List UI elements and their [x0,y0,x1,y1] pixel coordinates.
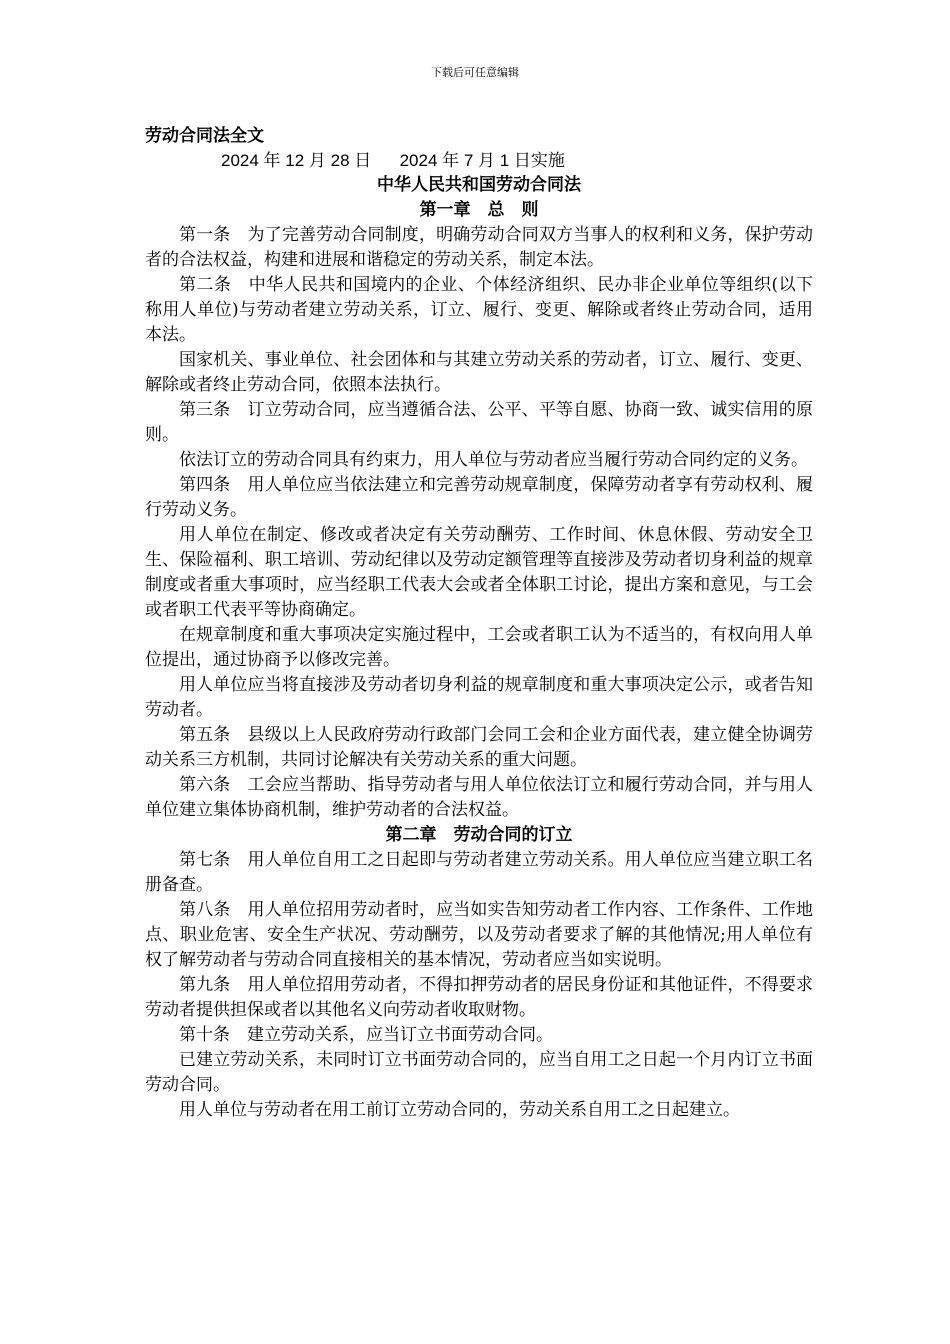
enactment-dates: 2024 年 12 月 28 日 2024 年 7 月 1 日实施 [221,151,565,170]
document-body [145,124,813,1123]
article-paragraph: 第一条 为了完善劳动合同制度，明确劳动合同双方当事人的权利和义务，保护劳动者的合法权益，构建和进展和谐稳定的劳动关系，制定本法。 [145,225,813,270]
article-paragraph: 第七条 用人单位自用工之日起即与劳动者建立劳动关系。用人单位应当建立职工名册备查。 [145,850,813,895]
article-paragraph: 第八条 用人单位招用劳动者时，应当如实告知劳动者工作内容、工作条件、工作地点、职业危害、安全生产状况、劳动酬劳，以及劳动者要求了解的其他情况;用人单位有权了解劳动者与劳动合同直接相关的基本情况，劳动者应当如实说明。 [145,900,813,970]
article-paragraph: 用人单位应当将直接涉及劳动者切身利益的规章制度和重大事项决定公示，或者告知劳动者。 [145,675,813,720]
document-title: 劳动合同法全文 [145,126,264,146]
article-paragraph: 第四条 用人单位应当依法建立和完善劳动规章制度，保障劳动者享有劳动权利、履行劳动义务。 [145,475,813,520]
article-paragraph: 依法订立的劳动合同具有约束力，用人单位与劳动者应当履行劳动合同约定的义务。 [179,450,808,470]
chapter-heading: 第一章 总 则 [419,200,539,220]
article-paragraph: 第九条 用人单位招用劳动者，不得扣押劳动者的居民身份证和其他证件，不得要求劳动者提供担保或者以其他名义向劳动者收取财物。 [145,975,813,1020]
article-paragraph: 第五条 县级以上人民政府劳动行政部门会同工会和企业方面代表，建立健全协调劳动关系三方机制，共同讨论解决有关劳动关系的重大问题。 [145,725,813,770]
article-paragraph: 第十条 建立劳动关系，应当订立书面劳动合同。 [179,1025,553,1045]
article-paragraph: 第三条 订立劳动合同，应当遵循合法、公平、平等自愿、协商一致、诚实信用的原则。 [145,400,813,445]
article-paragraph: 第二条 中华人民共和国境内的企业、个体经济组织、民办非企业单位等组织(以下称用人单位)与劳动者建立劳动关系，订立、履行、变更、解除或者终止劳动合同，适用本法。 [145,275,813,345]
chapter-heading: 第二章 劳动合同的订立 [385,825,573,845]
article-paragraph: 已建立劳动关系，未同时订立书面劳动合同的，应当自用工之日起一个月内订立书面劳动合同。 [145,1050,813,1095]
article-paragraph: 用人单位与劳动者在用工前订立劳动合同的，劳动关系自用工之日起建立。 [179,1100,740,1120]
article-paragraph: 第六条 工会应当帮助、指导劳动者与用人单位依法订立和履行劳动合同，并与用人单位建立集体协商机制，维护劳动者的合法权益。 [145,775,813,820]
article-paragraph: 国家机关、事业单位、社会团体和与其建立劳动关系的劳动者，订立、履行、变更、解除或者终止劳动合同，依照本法执行。 [145,350,813,395]
article-paragraph: 用人单位在制定、修改或者决定有关劳动酬劳、工作时间、休息休假、劳动安全卫生、保险福利、职工培训、劳动纪律以及劳动定额管理等直接涉及劳动者切身利益的规章制度或者重大事项时，应当经职工代表大会或者全体职工讨论，提出方案和意见，与工会或者职工代表平等协商确定。 [145,525,813,620]
article-paragraph: 在规章制度和重大事项决定实施过程中，工会或者职工认为不适当的，有权向用人单位提出，通过协商予以修改完善。 [145,625,813,670]
page-header: 下载后可任意编辑 [431,66,519,79]
law-title: 中华人民共和国劳动合同法 [377,175,581,195]
